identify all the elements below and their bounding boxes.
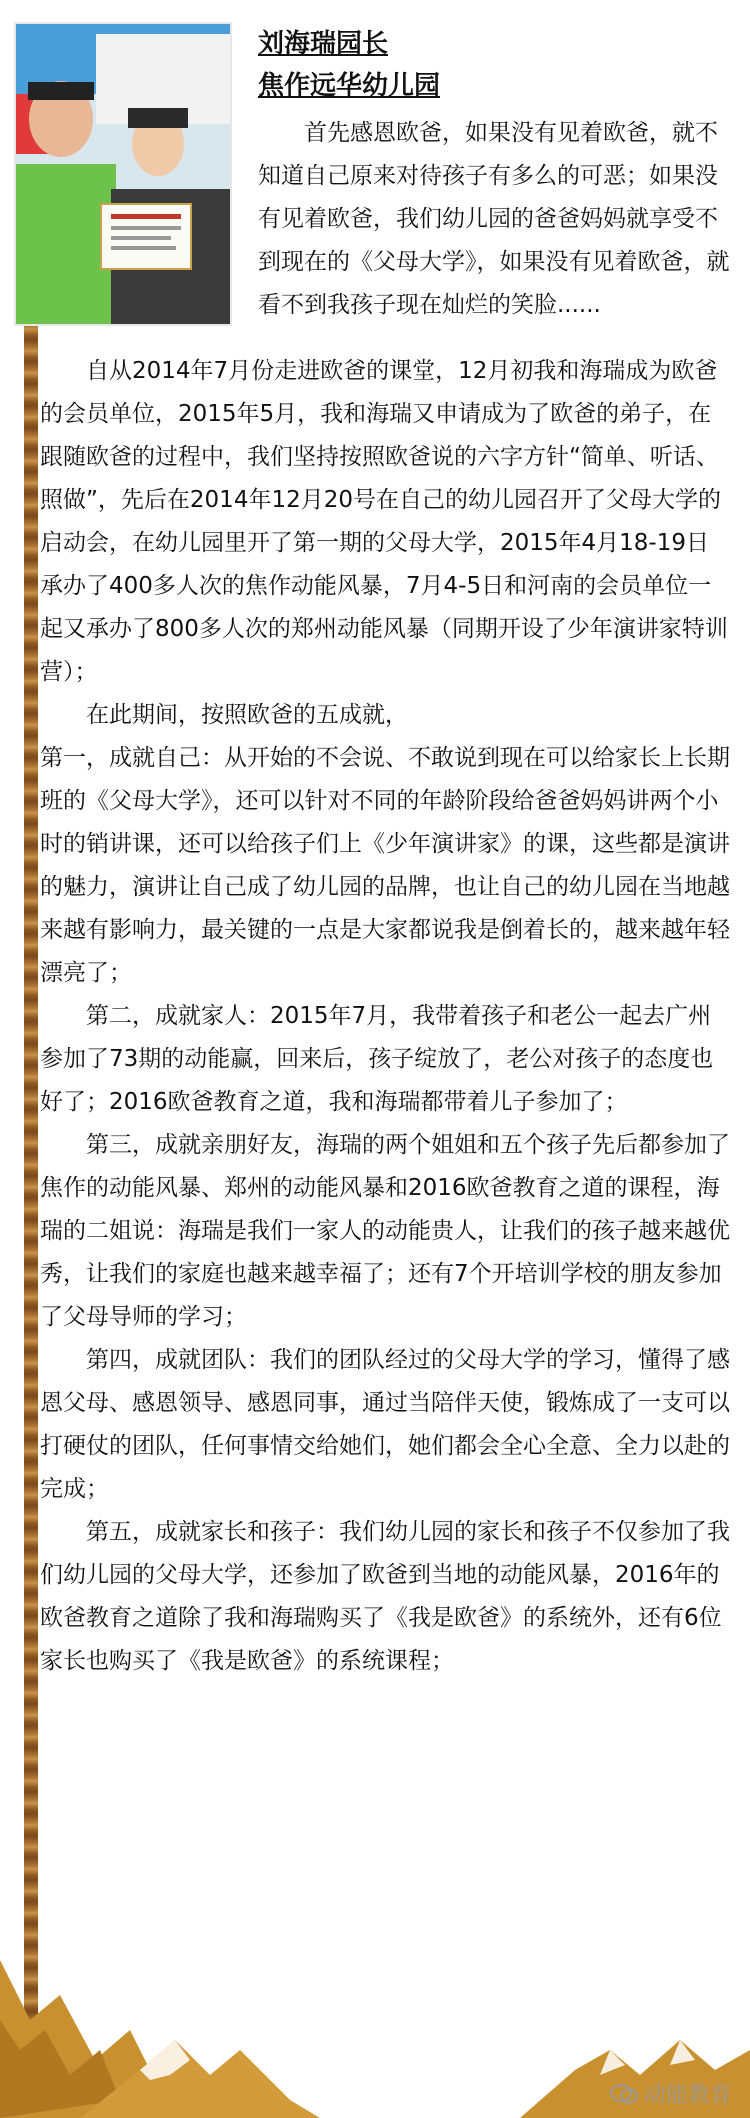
intro-paragraph [258, 112, 730, 327]
paragraph-7: 第五，成就家长和孩子：我们幼儿园的家长和孩子不仅参加了我们幼儿园的父母大学，还参加了欧爸到当地的动能风暴，2016年的欧爸教育之道除了我和海瑞购买了《我是欧爸》的系统外，还有6位家长也购买了《我是欧爸》的系统课程； [40, 1519, 730, 1674]
watermark-text: 动能教育 [643, 2083, 732, 2108]
paragraph-1: 自从2014年7月份走进欧爸的课堂，12月初我和海瑞成为欧爸的会员单位，2015年5月，我和海瑞又申请成为了欧爸的弟子，在跟随欧爸的过程中，我们坚持按照欧爸说的六字方针“简单、听话、照做”，先后在2014年12月20号在自己的幼儿园召开了父母大学的启动会，在幼儿园里开了第一期的父母大学，2015年4月18-19日承办了400多人次的焦作动能风暴，7月4-5日和河南的会员单位一起又承办了800多人次的郑州动能风暴（同期开设了少年演讲家特训营）； [40, 358, 728, 685]
paragraph-3: 第一，成就自己：从开始的不会说、不敢说到现在可以给家长上长期班的《父母大学》，还可以针对不同的年龄阶段给爸爸妈妈讲两个小时的销讲课，还可以给孩子们上《少年演讲家》的课，这些都是演讲的魅力，演讲让自己成了幼儿园的品牌，也让自己的幼儿园在当地越来越有影响力，最关键的一点是大家都说我是倒着长的，越来越年轻漂亮了； [40, 745, 730, 986]
paragraph-6: 第四，成就团队：我们的团队经过的父母大学的学习，懂得了感恩父母、感恩领导、感恩同事，通过当陪伴天使，锻炼成了一支可以打硬仗的团队，任何事情交给她们，她们都会全心全意、全力以赴的完成； [40, 1347, 730, 1502]
paragraph-2: 在此期间，按照欧爸的五成就， [86, 702, 408, 728]
watermark [610, 2078, 732, 2109]
intro-text: 首先感恩欧爸，如果没有见着欧爸，就不知道自己原来对待孩子有多么的可恶；如果没有见着欧爸，我们幼儿园的爸爸妈妈就享受不到现在的《父母大学》，如果没有见着欧爸，就看不到我孩子现在灿烂的笑脸...... [258, 120, 730, 318]
chat-bubble-icon [610, 2083, 638, 2105]
paragraph-4: 第二，成就家人：2015年7月，我带着孩子和老公一起去广州参加了73期的动能赢，回来后，孩子绽放了，老公对孩子的态度也好了；2016欧爸教育之道，我和海瑞都带着儿子参加了； [40, 1003, 714, 1115]
rope-decoration [24, 318, 38, 2058]
paragraph-5: 第三，成就亲朋好友，海瑞的两个姐姐和五个孩子先后都参加了焦作的动能风暴、郑州的动能风暴和2016欧爸教育之道的课程，海瑞的二姐说：海瑞是我们一家人的动能贵人，让我们的孩子越来越优秀，让我们的家庭也越来越幸福了；还有7个开培训学校的朋友参加了父母导师的学习； [40, 1132, 730, 1330]
body-text [40, 350, 730, 1683]
school-name: 焦作远华幼儿园 [258, 71, 441, 101]
portrait-photo [14, 22, 232, 326]
principal-name: 刘海瑞园长 [258, 29, 389, 59]
